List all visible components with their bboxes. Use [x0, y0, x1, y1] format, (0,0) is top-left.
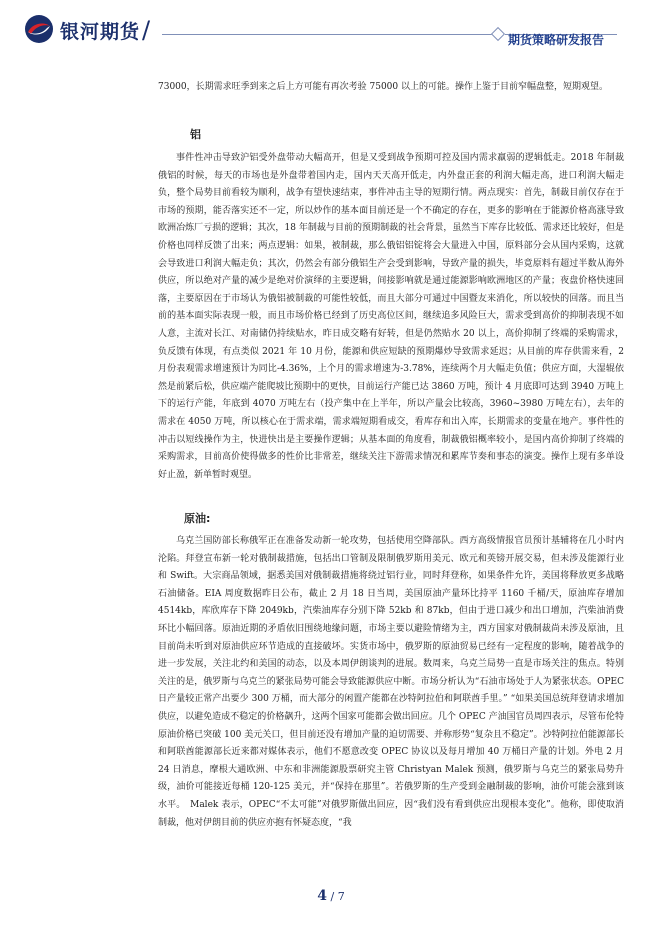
current-page: 4 — [317, 888, 328, 904]
paragraph-copper-tail: 73000，长期需求旺季到来之后上方可能有再次考验 75000 以上的可能。操作上鉴于目前窄幅盘整，短期观望。 — [158, 82, 608, 92]
header-divider — [162, 34, 497, 35]
page-separator: / — [330, 890, 335, 903]
total-pages: 7 — [337, 890, 345, 903]
diamond-icon — [491, 27, 505, 41]
section-heading-aluminum: 铝 — [190, 128, 201, 141]
report-body — [158, 79, 624, 97]
galaxy-logo-icon — [24, 14, 54, 44]
section-heading-crude-oil: 原油: — [184, 512, 211, 525]
page-header — [0, 0, 662, 62]
aluminum-section — [158, 150, 624, 484]
crude-oil-section — [158, 533, 624, 832]
logo-slash: / — [142, 16, 151, 44]
paragraph-crude-oil: 乌克兰国防部长称俄军正在准备发动新一轮攻势，包括使用空降部队。西方高级情报官员预计基辅将在几小时内沦陷。拜登宣布新一轮对俄制裁措施，包括出口管制及限制俄罗斯用美元、欧元和英镑开展交易，但未涉及能源行业和 Swift。大宗商品领域，据悉美国对俄制裁措施将绕过铝行业，同时拜登称，如果条件允许，美国将释放更多战略石油储备。EIA 周度数据昨日公布，截止 2 月 18 日当周，美国原油产量环比持平 1160 千桶/天，原油库存增加 4514kb，库欣库存下降 2049kb，汽柴油库存分别下降 52kb 和 87kb，但由于进口减少和出口增加，汽柴油消费环比小幅回落。原油近期的矛盾依旧围绕地缘问题，市场主要以避险情绪为主，西方国家对俄制裁尚未涉及原油，且目前尚未听到对原油供应环节造成的直接破坏。实货市场中，俄罗斯的原油贸易已经有一定程度的影响，随着战争的进一步发展，关注北约和美国的动态，以及本周伊朗谈判的进展。数周来，乌克兰局势一直是市场关注的焦点。特别关注的是，俄罗斯与乌克兰的紧张局势可能会导致能源供应中断。市场分析认为“石油市场处于人为紧张状态。OPEC 日产量较正常产出要少 300 万桶，而大部分的闲置产能都在沙特阿拉伯和阿联酋手里。” “如果美国总统拜登请求增加供应，以避免造成不稳定的价格飙升，这两个国家可能都会做出回应。几个 OPEC 产油国官员周四表示，尽管布伦特原油价格已突破 100 美元关口，但目前还没有增加产量的迫切需要、并称形势“复杂且不稳定”。沙特阿拉伯能源部长和阿联酋能源部长近来都对媒体表示，他们不愿意改变 OPEC 协议以及每月增加 40 万桶日产量的计划。外电 2 月 24 日消息，摩根大通欧洲、中东和非洲能源股票研究主管 Christyan Malek 预测，俄罗斯与乌克兰的紧张局势升级，油价可能接近每桶 120-125 美元，并“保持在那里”。若俄罗斯的生产受到金融制裁的影响，油价可能会涨到该水平。 Malek 表示，OPEC“不太可能”对俄罗斯做出回应，因“我们没有看到供应出现根本变化”。他称，即使取消制裁，他对伊朗目前的供应亦抱有怀疑态度，“我 — [158, 536, 624, 828]
paragraph-aluminum: 事件性冲击导致沪铝受外盘带动大幅高开，但是又受到战争预期可控及国内需求羸弱的逻辑低走。2018 年制裁俄铝的时候，每天的市场也是外盘带着国内走，国内天天高开低走，内外盘正套的利润大幅走高，进口利润大幅走负，整个局势目前看较为顺利，战争有望快速结束，事件冲击主导的短期行情。两点现实：首先，制裁目前仅存在于市场的预期，能否落实还不一定，所以炒作的基本面目前还是一个不确定的存在，更多的影响在于能源价格高涨导致欧洲冶炼厂亏损的逻辑；其次，18 年制裁与目前的预期制裁的社会背景，虽然当下库存比较低、需求还比较好，但是价格也同样反馈了出来；两点逻辑：如果，被制裁，那么俄铝铝锭将会大量进入中国，原料部分会从国内采购，这就会导致进口利润大幅走负；其次，仍然会有部分俄铝生产会受到影响，导致产量的损失，毕竟原料有超过半数从海外供应，所以绝对产量的减少是绝对价演绎的主要逻辑，间接影响就是通过能源影响欧洲地区的产量；夜盘价格快速回落，主要原因在于市场认为俄铝被制裁的可能性较低，而且大部分可通过中国暨友来消化，所以较快的回落。而且当前的基本面实际表现一般，而且市场价格已经到了历史高位区间，继续追多风险巨大，需求受到高价的抑制表现不如人意，主流对长江、对南储仍持续贴水，昨日成交略有好转，但是仍然贴水 20 以上，高价抑制了终端的采购需求，负反馈有体现，有点类似 2021 年 10 月份，能源和供应短缺的预期爆炒导致需求延迟；从目前的库存供需来看，2 月份表观需求增速预计为同比-4.36%，上个月的需求增速为-3.78%，连续两个月大幅走负值；供应方面，大湿辊依然是前紧后松，供应端产能爬坡比预期中的更快，目前运行产能已达 3860 万吨，预计 4 月底即可达到 3940 万吨上下的运行产能，年底到 4070 万吨左右（投产集中在上半年，所以产量会比较高，3960~3980 万吨左右），去年的需求在 4050 万吨，所以核心在于需求端，需求端短期看成交，看库存和出入库，长期需求的变量在地产。事件性的冲击以短线操作为主，快进快出是主要操作逻辑；从基本面的角度看，制裁俄铝概率较小，是国内高价抑制了终端的采购需求，目前高价使得做多的性价比非常差，继续关注下游需求情况和累库节奏和事态的演变。操作上现有多单设好止盈，新单暂时观望。 — [158, 153, 624, 480]
report-type: 期货策略研发报告 — [508, 33, 605, 47]
logo-text: 银河期货 — [60, 21, 141, 43]
page-number — [0, 888, 662, 904]
